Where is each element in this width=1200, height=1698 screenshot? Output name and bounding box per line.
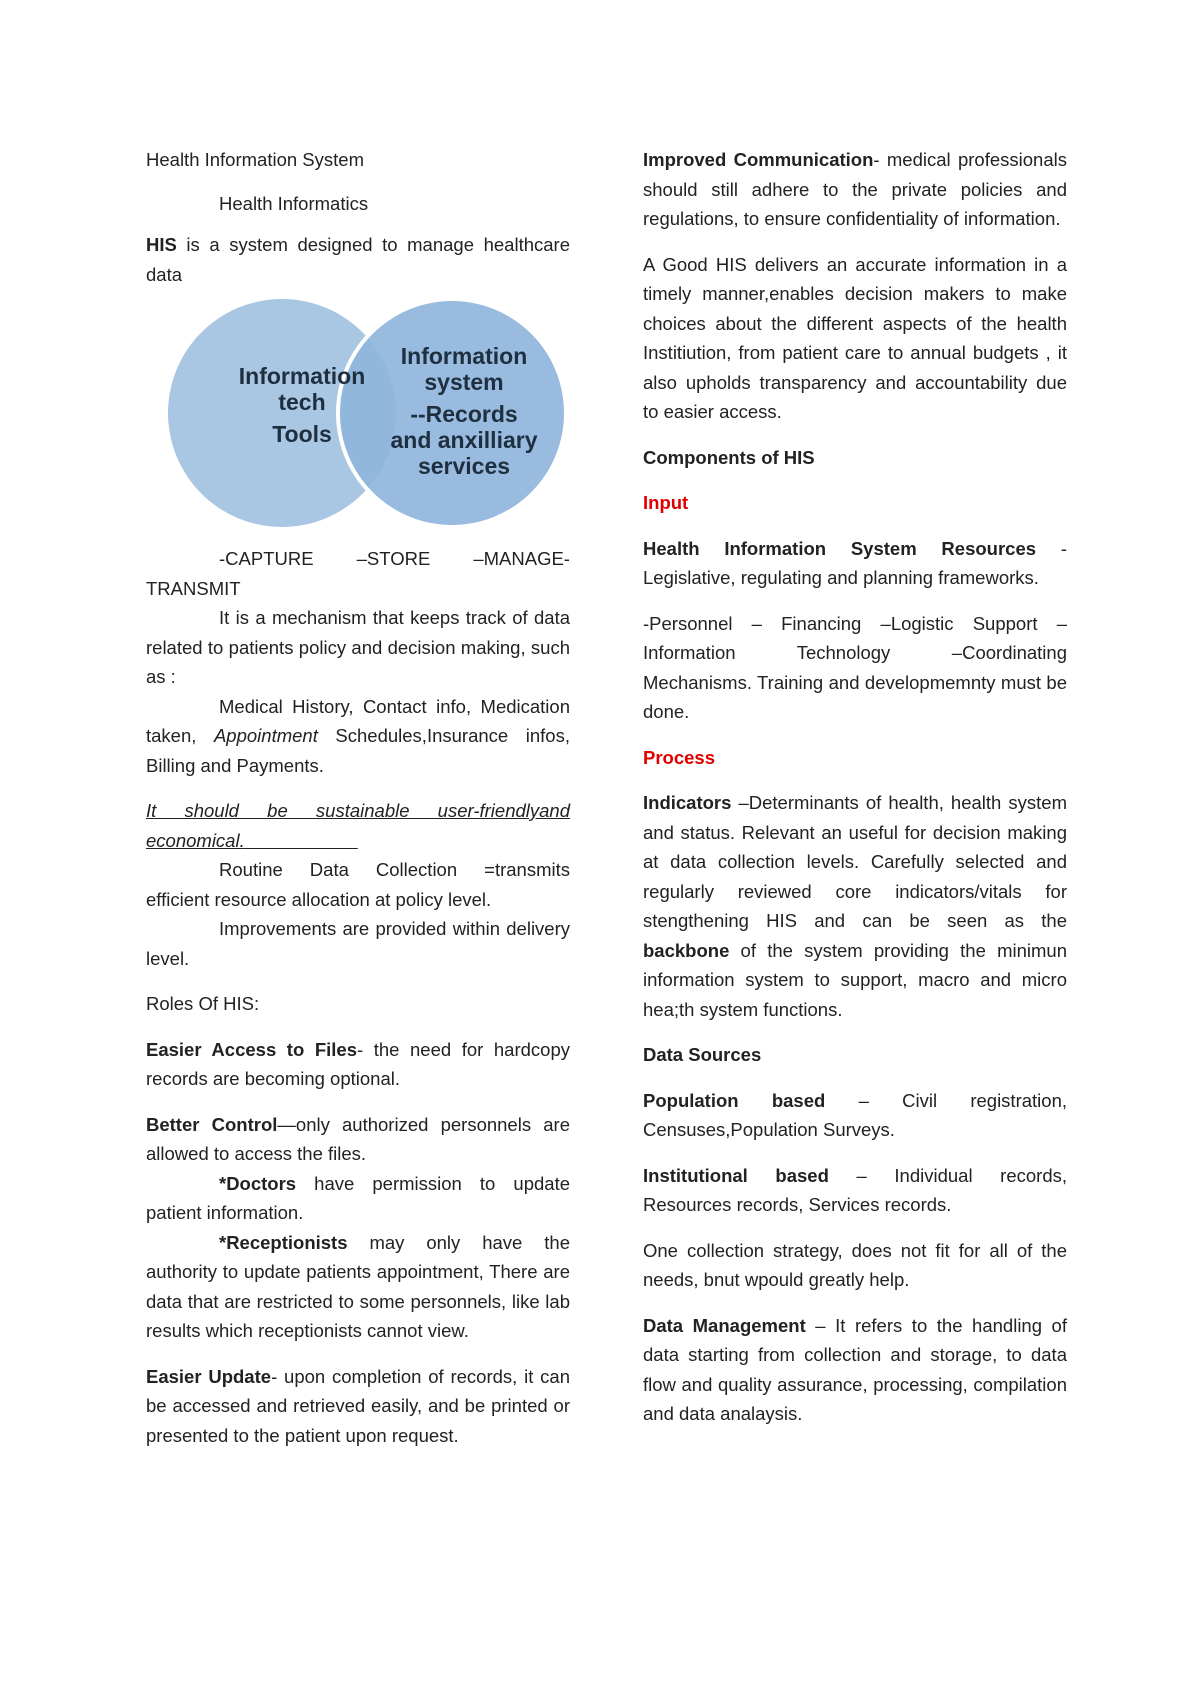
improved-communication-term: Improved Communication (643, 149, 874, 170)
components-heading-text: Components of HIS (643, 446, 815, 468)
his-definition (146, 230, 570, 289)
institutional-text: – Individual records, Resources records, Services records. (643, 1164, 1068, 1215)
his-resources-term: Health Information System Resources (643, 537, 1037, 559)
his-term: HIS (146, 234, 177, 255)
input-heading-text: Input (643, 492, 689, 513)
process-heading-text: Process (643, 746, 715, 768)
indicators-term: Indicators (643, 792, 732, 813)
venn-left-label-line2: tech (278, 389, 326, 415)
flow-manage: –MANAGE- (473, 548, 570, 569)
population-text: – Civil registration, Censuses,Population Surveys. (643, 1089, 1067, 1140)
receptionists-term: *Receptionists (219, 1231, 348, 1253)
population-term: Population based (643, 1089, 826, 1111)
doctors-text: have permission to update patient information. (146, 1172, 570, 1223)
venn-right-label-line3: --Records (410, 401, 518, 427)
right-column (643, 145, 1067, 1445)
personnel-logistic: Logistic Support (890, 612, 1038, 634)
venn-left-label-line1: Information (238, 363, 366, 389)
receptionists-text: may only have the authority to update patients appointment, There are data that are restricted to some personnels, like lab results which receptionists cannot view. (146, 1231, 570, 1341)
process-heading (643, 743, 1067, 773)
data-management-text: – It refers to the handling of data starting from collection and storage, to data flow and quality assurance, processing, compilation and data analaysis. (643, 1314, 1067, 1424)
flow-store: –STORE (356, 548, 431, 569)
input-heading (643, 488, 1067, 518)
institutional-paragraph (643, 1161, 1067, 1220)
document-title: Health Information System (146, 149, 364, 170)
document-subtitle: Health Informatics (219, 192, 369, 214)
examples-text-2: Schedules,Insurance infos, Billing and Payments. (146, 725, 570, 776)
venn-right-label (364, 343, 564, 479)
improvements-paragraph: Improvements are provided within delivery level. (146, 918, 570, 969)
flow-transmit: TRANSMIT (146, 577, 241, 599)
easier-access-paragraph (146, 1035, 570, 1094)
better-control-paragraph (146, 1110, 570, 1169)
institutional-term: Institutional based (643, 1164, 829, 1186)
data-sources-heading-text: Data Sources (643, 1044, 762, 1065)
components-heading (643, 443, 1067, 473)
improved-communication-paragraph (643, 145, 1067, 234)
venn-left-label (222, 363, 382, 447)
better-control-term: Better Control (146, 1113, 278, 1135)
his-resources-paragraph (643, 534, 1067, 593)
venn-right-label-line4: and anxilliary (390, 427, 538, 453)
routine-paragraph: Routine Data Collection =transmits efficient resource allocation at policy level. (146, 859, 570, 910)
his-resources-text: - Legislative, regulating and planning frameworks. (643, 537, 1067, 588)
personnel-coordinating: Coordinating (962, 642, 1067, 663)
doctors-term: *Doctors (219, 1172, 297, 1194)
left-column (146, 145, 570, 1466)
data-management-paragraph (643, 1311, 1067, 1429)
easier-update-paragraph (146, 1362, 570, 1451)
roles-heading: Roles Of HIS: (146, 993, 260, 1014)
personnel-text-2: – Information Technology – (643, 612, 1067, 663)
personnel-text-1: -Personnel – Financing – (643, 612, 891, 634)
easier-update-term: Easier Update (146, 1365, 272, 1387)
data-management-term: Data Management (643, 1314, 806, 1336)
indicators-text-2: of the system providing the minimun information system to support, macro and micro hea;th system functions. (643, 939, 1067, 1020)
venn-right-label-line5: services (417, 453, 511, 479)
his-definition-text: is a system designed to manage healthcare data (146, 234, 570, 285)
personnel-paragraph (643, 609, 1067, 727)
data-sources-heading (643, 1040, 1067, 1070)
venn-left-label-line3: Tools (272, 421, 332, 447)
examples-italic: Appointment (213, 725, 318, 746)
easier-access-term: Easier Access to Files (146, 1038, 357, 1060)
indicators-backbone: backbone (643, 939, 730, 961)
flow-capture: -CAPTURE (219, 548, 314, 569)
better-control-text: —only authorized personnels are allowed to access the files. (146, 1113, 570, 1164)
easier-access-text: - the need for hardcopy records are becoming optional. (146, 1038, 571, 1089)
receptionists-paragraph (146, 1228, 570, 1346)
good-his-paragraph: A Good HIS delivers an accurate information in a timely manner,enables decision makers to make choices about the different aspects of the health Institiution, from patient care to annual budgets , it also upholds transparency and accountability due to easier access. (643, 253, 1067, 422)
one-collection-paragraph: One collection strategy, does not fit for all of the needs, bnut wpould greatly help. (643, 1239, 1067, 1290)
indicators-text-1: –Determinants of health, health system and status. Relevant an useful for decision making at data collection levels. Carefully selected and regularly reviewed core indicators/vitals for stengthening HIS and can be seen as the (643, 792, 1067, 931)
doctors-paragraph (146, 1169, 570, 1228)
mechanism-paragraph: It is a mechanism that keeps track of data related to patients policy and decision making, such as : (146, 607, 570, 687)
examples-text-1: Medical History, Contact info, Medication taken, (146, 695, 570, 746)
flow-steps (146, 544, 570, 574)
population-paragraph (643, 1086, 1067, 1145)
indicators-paragraph (643, 788, 1067, 1024)
sustainable-text: It should be sustainable user-friendlyand economical. (146, 800, 570, 851)
sustainable-note (146, 796, 570, 855)
improved-communication-text: - medical professionals should still adhere to the private policies and regulations, to ensure confidentiality of information. (643, 149, 1067, 229)
venn-right-label-line1: Information (400, 343, 528, 369)
easier-update-text: - upon completion of records, it can be accessed and retrieved easily, and be printed or presented to the patient upon request. (146, 1365, 570, 1446)
personnel-text-3: Mechanisms. Training and developmemnty must be done. (643, 671, 1067, 722)
venn-right-label-line2: system (424, 369, 504, 395)
examples-paragraph (146, 692, 570, 781)
venn-diagram (164, 295, 594, 530)
